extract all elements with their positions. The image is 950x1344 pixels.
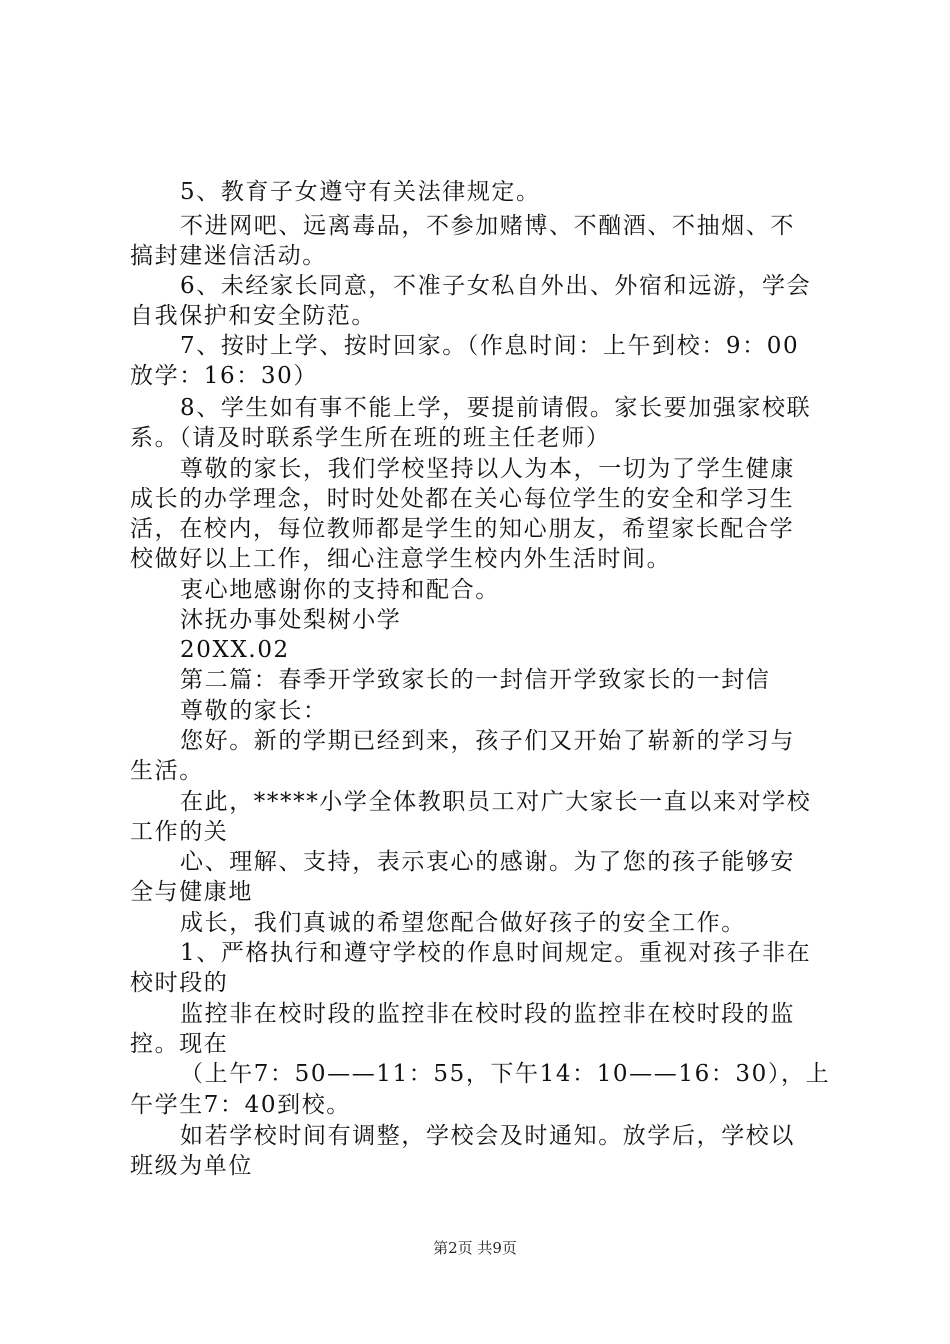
section-heading: 第二篇：春季开学致家长的一封信开学致家长的一封信 xyxy=(180,667,771,693)
text-line: 衷心地感谢你的支持和配合。 xyxy=(180,577,500,603)
page-footer: 第2页 共9页 xyxy=(433,1239,517,1257)
text-line: 心、理解、支持，表示衷心的感谢。为了您的孩子能够安 xyxy=(180,849,795,875)
text-line: 7、按时上学、按时回家。（作息时间：上午到校：9：00 xyxy=(180,333,800,359)
text-line: 6、未经家长同意，不准子女私自外出、外宿和远游，学会 xyxy=(180,273,812,299)
text-line: 校时段的 xyxy=(130,970,229,996)
text-line: 不进网吧、远离毒品，不参加赌博、不酗酒、不抽烟、不 xyxy=(180,213,795,239)
text-line: 监控非在校时段的监控非在校时段的监控非在校时段的监 xyxy=(180,1001,795,1027)
text-line: 活，在校内，每位教师都是学生的知心朋友，希望家长配合学 xyxy=(130,516,795,542)
text-line: 1、严格执行和遵守学校的作息时间规定。重视对孩子非在 xyxy=(180,940,812,966)
text-line: 尊敬的家长，我们学校坚持以人为本，一切为了学生健康 xyxy=(180,456,795,482)
signature-date: 20XX.02 xyxy=(180,637,290,663)
text-line: 工作的关 xyxy=(130,819,229,845)
signature-school: 沐抚办事处梨树小学 xyxy=(180,607,402,633)
text-line: 成长，我们真诚的希望您配合做好孩子的安全工作。 xyxy=(180,910,746,936)
text-line: 5、教育子女遵守有关法律规定。 xyxy=(180,179,541,205)
text-line: 系。（请及时联系学生所在班的班主任老师） xyxy=(130,425,611,451)
text-line: 全与健康地 xyxy=(130,879,253,905)
text-line: 成长的办学理念，时时处处都在关心每位学生的安全和学习生 xyxy=(130,486,795,512)
text-line: 搞封建迷信活动。 xyxy=(130,243,327,269)
text-line: 生活。 xyxy=(130,758,204,784)
text-line: 如若学校时间有调整，学校会及时通知。放学后，学校以 xyxy=(180,1123,795,1149)
text-line: 您好。新的学期已经到来，孩子们又开始了崭新的学习与 xyxy=(180,728,795,754)
text-line: 自我保护和安全防范。 xyxy=(130,303,376,329)
text-line: 午学生7：40到校。 xyxy=(130,1092,351,1118)
text-line: 班级为单位 xyxy=(130,1153,253,1179)
text-line: （上午7：50——11：55，下午14：10——16：30），上 xyxy=(180,1061,831,1087)
text-line: 在此，*****小学全体教职员工对广大家长一直以来对学校 xyxy=(180,789,812,815)
text-line: 8、学生如有事不能上学，要提前请假。家长要加强家校联 xyxy=(180,395,812,421)
salutation: 尊敬的家长： xyxy=(180,698,328,724)
text-line: 校做好以上工作，细心注意学生校内外生活时间。 xyxy=(130,546,672,572)
text-line: 放学：16：30） xyxy=(130,363,318,389)
text-line: 控。现在 xyxy=(130,1031,229,1057)
